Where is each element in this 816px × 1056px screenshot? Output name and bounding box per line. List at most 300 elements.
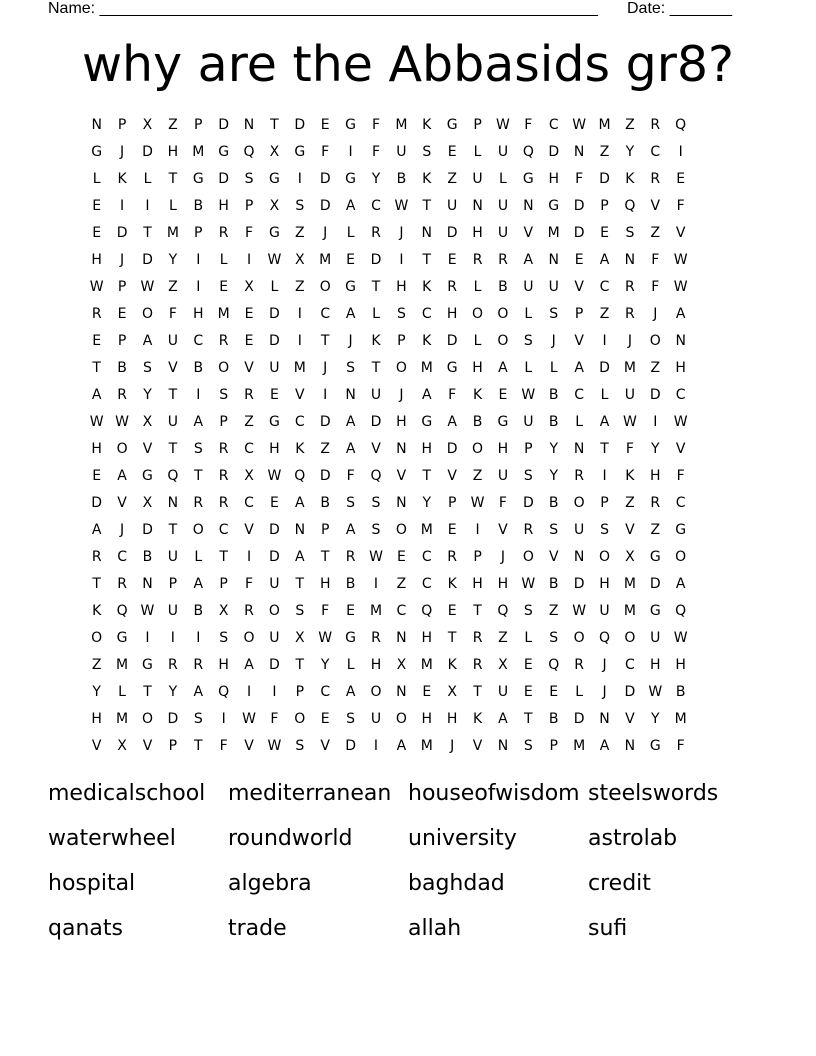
grid-letter: P: [473, 117, 482, 133]
grid-letter: K: [371, 333, 381, 349]
grid-letter: W: [470, 495, 485, 511]
grid-row: [84, 490, 693, 517]
grid-letter: F: [371, 117, 381, 133]
grid-letter: A: [345, 441, 356, 457]
grid-letter: Z: [599, 306, 610, 322]
grid-letter: D: [548, 144, 560, 160]
grid-letter: A: [599, 738, 610, 754]
grid-letter: R: [625, 306, 635, 322]
grid-letter: H: [548, 171, 559, 187]
grid-letter: D: [142, 144, 153, 160]
grid-letter: Z: [472, 468, 483, 484]
grid-letter: C: [244, 441, 254, 457]
grid-letter: C: [244, 495, 254, 511]
grid-letter: Q: [294, 468, 306, 484]
grid-letter: X: [117, 738, 127, 754]
grid-letter: U: [650, 630, 661, 646]
grid-letter: M: [116, 711, 129, 727]
grid-letter: M: [623, 576, 636, 592]
grid-letter: I: [297, 306, 302, 322]
grid-letter: D: [142, 522, 153, 538]
grid-letter: J: [450, 738, 455, 754]
grid-letter: I: [653, 414, 658, 430]
grid-letter: V: [472, 738, 483, 754]
grid-letter: E: [523, 657, 533, 673]
grid-letter: T: [92, 360, 101, 376]
grid-letter: L: [524, 306, 533, 322]
grid-letter: S: [549, 306, 559, 322]
grid-row: [84, 463, 693, 490]
grid-letter: Z: [625, 117, 635, 133]
grid-letter: R: [472, 630, 483, 646]
grid-letter: V: [447, 468, 457, 484]
grid-letter: K: [295, 441, 305, 457]
grid-letter: M: [623, 360, 636, 376]
grid-letter: J: [602, 657, 607, 673]
grid-letter: S: [523, 333, 533, 349]
word-list-item: steelswords: [588, 781, 719, 806]
grid-letter: P: [219, 414, 228, 430]
grid-letter: P: [168, 576, 178, 592]
grid-letter: H: [91, 711, 102, 727]
grid-letter: P: [397, 333, 406, 349]
grid-letter: T: [193, 468, 203, 484]
grid-letter: D: [269, 549, 280, 565]
grid-letter: T: [422, 198, 432, 214]
grid-letter: O: [472, 306, 484, 322]
grid-letter: E: [244, 306, 254, 322]
grid-letter: A: [91, 522, 102, 538]
grid-letter: J: [348, 333, 353, 349]
grid-letter: E: [92, 333, 102, 349]
grid-letter: N: [472, 198, 483, 214]
grid-letter: V: [244, 738, 254, 754]
grid-letter: A: [421, 387, 432, 403]
grid-letter: G: [269, 225, 280, 241]
grid-letter: R: [472, 252, 483, 268]
grid-letter: M: [395, 117, 408, 133]
grid-letter: J: [399, 387, 404, 403]
grid-letter: N: [421, 225, 433, 241]
grid-letter: A: [675, 576, 686, 592]
grid-letter: V: [244, 360, 254, 376]
grid-letter: X: [244, 468, 254, 484]
grid-letter: A: [599, 252, 610, 268]
grid-letter: N: [345, 387, 356, 403]
word-list-row: [48, 821, 768, 866]
grid-letter: D: [446, 225, 458, 241]
grid-letter: E: [244, 333, 254, 349]
grid-row: [84, 112, 693, 139]
grid-letter: D: [167, 711, 179, 727]
grid-letter: O: [218, 360, 230, 376]
grid-letter: V: [117, 495, 127, 511]
grid-letter: E: [600, 225, 609, 241]
grid-letter: Q: [370, 468, 382, 484]
grid-letter: X: [295, 252, 305, 268]
grid-letter: W: [673, 279, 688, 295]
grid-letter: N: [294, 522, 306, 538]
grid-letter: Z: [650, 522, 661, 538]
grid-letter: C: [421, 576, 432, 592]
grid-letter: G: [446, 360, 458, 376]
grid-letter: C: [675, 495, 686, 511]
grid-letter: W: [140, 279, 155, 295]
date-field-label[interactable]: Date: _______: [627, 0, 732, 17]
grid-letter: I: [246, 684, 252, 700]
grid-letter: R: [244, 387, 254, 403]
grid-letter: Z: [498, 630, 508, 646]
grid-letter: X: [396, 657, 407, 673]
grid-letter: Y: [422, 495, 432, 511]
grid-letter: H: [472, 360, 483, 376]
grid-letter: D: [599, 171, 610, 187]
grid-letter: O: [497, 306, 509, 322]
grid-letter: A: [193, 684, 204, 700]
grid-letter: Y: [651, 711, 660, 727]
grid-letter: R: [447, 549, 458, 565]
grid-letter: V: [574, 279, 584, 295]
grid-letter: L: [270, 279, 279, 295]
grid-letter: W: [242, 711, 256, 727]
grid-letter: H: [599, 576, 610, 592]
word-list-item: trade: [228, 916, 287, 941]
grid-letter: F: [168, 306, 177, 322]
grid-letter: P: [320, 522, 330, 538]
grid-letter: H: [218, 198, 229, 214]
grid-letter: T: [473, 684, 482, 700]
grid-letter: M: [623, 603, 636, 619]
grid-letter: X: [269, 144, 280, 160]
grid-letter: F: [321, 144, 330, 160]
grid-letter: G: [522, 171, 534, 187]
grid-letter: N: [624, 738, 636, 754]
grid-letter: S: [219, 387, 229, 403]
grid-letter: U: [269, 360, 280, 376]
grid-letter: G: [116, 630, 128, 646]
grid-letter: O: [573, 495, 585, 511]
grid-letter: G: [675, 522, 687, 538]
word-list-row: [48, 866, 768, 911]
grid-letter: I: [297, 171, 302, 187]
grid-letter: A: [498, 360, 508, 376]
grid-letter: E: [219, 279, 229, 295]
grid-letter: X: [295, 630, 305, 646]
grid-letter: U: [548, 279, 559, 295]
grid-letter: R: [498, 252, 508, 268]
grid-letter: T: [422, 252, 432, 268]
grid-letter: V: [168, 360, 178, 376]
grid-letter: L: [549, 360, 558, 376]
grid-letter: M: [598, 117, 611, 133]
grid-letter: I: [246, 252, 252, 268]
grid-letter: G: [345, 279, 357, 295]
grid-letter: S: [219, 630, 229, 646]
grid-letter: F: [219, 738, 228, 754]
grid-row: [84, 220, 693, 247]
grid-letter: N: [624, 252, 636, 268]
grid-letter: K: [422, 171, 432, 187]
grid-letter: C: [193, 333, 204, 349]
grid-letter: W: [496, 117, 510, 133]
grid-letter: O: [472, 441, 484, 457]
grid-letter: H: [396, 279, 407, 295]
grid-letter: D: [573, 576, 585, 592]
grid-letter: U: [167, 549, 178, 565]
grid-letter: J: [120, 522, 125, 538]
grid-letter: C: [599, 279, 610, 295]
grid-letter: T: [168, 441, 178, 457]
grid-letter: E: [574, 252, 584, 268]
grid-letter: F: [448, 387, 457, 403]
grid-letter: G: [294, 144, 306, 160]
grid-letter: D: [649, 387, 661, 403]
grid-row: [84, 301, 693, 328]
grid-letter: I: [196, 279, 201, 295]
grid-letter: F: [371, 144, 381, 160]
grid-letter: L: [346, 225, 355, 241]
grid-letter: C: [421, 306, 432, 322]
grid-letter: N: [573, 144, 585, 160]
grid-letter: F: [676, 198, 685, 214]
grid-letter: G: [345, 630, 357, 646]
grid-letter: O: [522, 549, 534, 565]
letter-grid: [84, 112, 693, 760]
word-list-item: astrolab: [588, 826, 678, 851]
grid-letter: Z: [320, 441, 330, 457]
grid-letter: K: [422, 333, 432, 349]
grid-letter: H: [675, 360, 686, 376]
grid-letter: F: [346, 468, 355, 484]
grid-letter: C: [371, 198, 381, 214]
grid-letter: E: [498, 387, 508, 403]
grid-letter: T: [143, 684, 152, 700]
word-list-item: medicalschool: [48, 781, 206, 806]
grid-letter: T: [143, 225, 152, 241]
grid-letter: N: [675, 333, 686, 349]
name-field-label[interactable]: Name: ________________________________________________________: [48, 0, 598, 17]
grid-letter: F: [651, 279, 660, 295]
grid-letter: D: [522, 495, 534, 511]
grid-letter: I: [120, 198, 125, 214]
grid-letter: E: [447, 252, 457, 268]
grid-letter: W: [267, 738, 282, 754]
grid-letter: G: [649, 738, 661, 754]
grid-letter: A: [142, 333, 153, 349]
grid-row: [84, 382, 693, 409]
grid-letter: J: [551, 333, 556, 349]
grid-letter: D: [218, 117, 230, 133]
word-list-item: roundworld: [228, 826, 353, 851]
word-list-item: hospital: [48, 871, 136, 896]
grid-letter: F: [245, 225, 254, 241]
grid-letter: O: [268, 603, 280, 619]
grid-letter: V: [625, 711, 635, 727]
grid-letter: S: [193, 711, 203, 727]
grid-letter: Z: [396, 576, 407, 592]
grid-letter: G: [269, 414, 280, 430]
grid-letter: E: [270, 387, 279, 403]
grid-letter: H: [91, 441, 102, 457]
grid-letter: W: [622, 414, 637, 430]
grid-letter: G: [446, 117, 458, 133]
grid-letter: I: [145, 630, 150, 646]
grid-letter: A: [244, 657, 254, 673]
grid-letter: L: [600, 387, 609, 403]
grid-letter: I: [246, 549, 252, 565]
grid-letter: Z: [244, 414, 254, 430]
grid-letter: L: [473, 144, 482, 160]
grid-letter: B: [396, 171, 407, 187]
grid-letter: E: [676, 171, 686, 187]
word-list-item: waterwheel: [48, 826, 176, 851]
grid-letter: C: [320, 306, 331, 322]
grid-letter: I: [373, 738, 379, 754]
grid-letter: V: [548, 549, 559, 565]
grid-letter: S: [600, 522, 609, 538]
grid-letter: M: [319, 252, 332, 268]
grid-letter: H: [446, 306, 458, 322]
grid-letter: I: [323, 387, 328, 403]
grid-letter: C: [218, 522, 229, 538]
grid-letter: T: [447, 630, 457, 646]
grid-letter: N: [167, 495, 179, 511]
grid-letter: L: [194, 549, 203, 565]
grid-letter: Z: [168, 117, 178, 133]
grid-letter: R: [218, 495, 229, 511]
grid-letter: Y: [143, 387, 152, 403]
grid-letter: D: [624, 684, 636, 700]
grid-letter: H: [497, 441, 509, 457]
grid-letter: R: [574, 468, 584, 484]
grid-letter: T: [193, 738, 203, 754]
grid-letter: E: [270, 495, 279, 511]
grid-letter: J: [627, 333, 632, 349]
grid-letter: I: [196, 387, 201, 403]
grid-letter: W: [318, 630, 333, 646]
grid-letter: H: [650, 468, 661, 484]
grid-letter: N: [243, 117, 255, 133]
grid-letter: W: [267, 252, 282, 268]
grid-letter: A: [91, 387, 102, 403]
grid-letter: W: [521, 576, 536, 592]
grid-letter: R: [117, 387, 127, 403]
grid-letter: T: [524, 711, 533, 727]
grid-letter: L: [168, 198, 177, 214]
grid-letter: J: [323, 225, 328, 241]
grid-letter: Q: [421, 603, 433, 619]
grid-letter: H: [269, 441, 280, 457]
grid-letter: O: [370, 684, 382, 700]
grid-letter: S: [346, 711, 356, 727]
grid-letter: Y: [168, 252, 178, 268]
grid-letter: V: [244, 522, 254, 538]
grid-letter: R: [371, 225, 381, 241]
grid-row: [84, 706, 693, 733]
grid-letter: D: [446, 333, 458, 349]
grid-letter: S: [346, 360, 356, 376]
grid-letter: Z: [625, 495, 635, 511]
grid-letter: D: [370, 252, 382, 268]
grid-letter: T: [295, 657, 305, 673]
grid-letter: O: [598, 549, 611, 565]
grid-letter: O: [649, 333, 661, 349]
grid-letter: N: [396, 630, 407, 646]
grid-letter: T: [168, 522, 178, 538]
grid-letter: Q: [243, 144, 255, 160]
grid-letter: S: [143, 360, 152, 376]
grid-letter: F: [321, 603, 330, 619]
grid-letter: K: [447, 576, 457, 592]
grid-letter: V: [625, 522, 635, 538]
grid-letter: K: [422, 117, 432, 133]
grid-letter: S: [396, 306, 406, 322]
grid-letter: S: [295, 198, 305, 214]
grid-row: [84, 652, 693, 679]
grid-letter: M: [116, 657, 129, 673]
grid-letter: A: [295, 549, 305, 565]
grid-letter: V: [320, 738, 330, 754]
grid-letter: F: [676, 738, 685, 754]
grid-letter: N: [497, 738, 509, 754]
grid-letter: O: [624, 630, 636, 646]
grid-letter: M: [369, 603, 383, 619]
grid-letter: M: [420, 738, 433, 754]
grid-letter: S: [295, 738, 305, 754]
grid-letter: Z: [650, 225, 661, 241]
grid-letter: D: [91, 495, 103, 511]
grid-letter: O: [91, 630, 103, 646]
grid-letter: L: [524, 630, 533, 646]
grid-letter: A: [345, 522, 356, 538]
grid-letter: B: [345, 576, 356, 592]
grid-letter: V: [295, 387, 305, 403]
grid-letter: U: [497, 144, 509, 160]
grid-letter: O: [243, 630, 255, 646]
grid-letter: N: [396, 684, 407, 700]
grid-letter: M: [217, 306, 230, 322]
grid-letter: D: [142, 252, 153, 268]
grid-letter: H: [421, 711, 433, 727]
grid-letter: R: [91, 306, 102, 322]
grid-letter: G: [497, 414, 509, 430]
grid-letter: X: [625, 549, 635, 565]
grid-letter: W: [369, 549, 383, 565]
grid-letter: R: [218, 468, 229, 484]
grid-letter: U: [447, 198, 458, 214]
grid-letter: Q: [675, 117, 687, 133]
grid-letter: P: [117, 333, 127, 349]
grid-letter: D: [345, 738, 356, 754]
grid-letter: M: [192, 144, 205, 160]
grid-letter: C: [548, 117, 559, 133]
grid-letter: C: [117, 549, 127, 565]
grid-letter: O: [675, 549, 687, 565]
grid-letter: F: [245, 576, 254, 592]
grid-letter: U: [624, 387, 636, 403]
grid-letter: U: [497, 225, 509, 241]
grid-letter: E: [422, 684, 432, 700]
grid-letter: D: [319, 198, 331, 214]
grid-letter: X: [269, 198, 280, 214]
grid-letter: R: [371, 630, 381, 646]
grid-letter: H: [650, 657, 661, 673]
grid-letter: M: [420, 522, 433, 538]
grid-letter: Z: [91, 657, 102, 673]
grid-letter: H: [319, 576, 331, 592]
grid-letter: H: [421, 441, 433, 457]
grid-letter: Q: [497, 603, 509, 619]
